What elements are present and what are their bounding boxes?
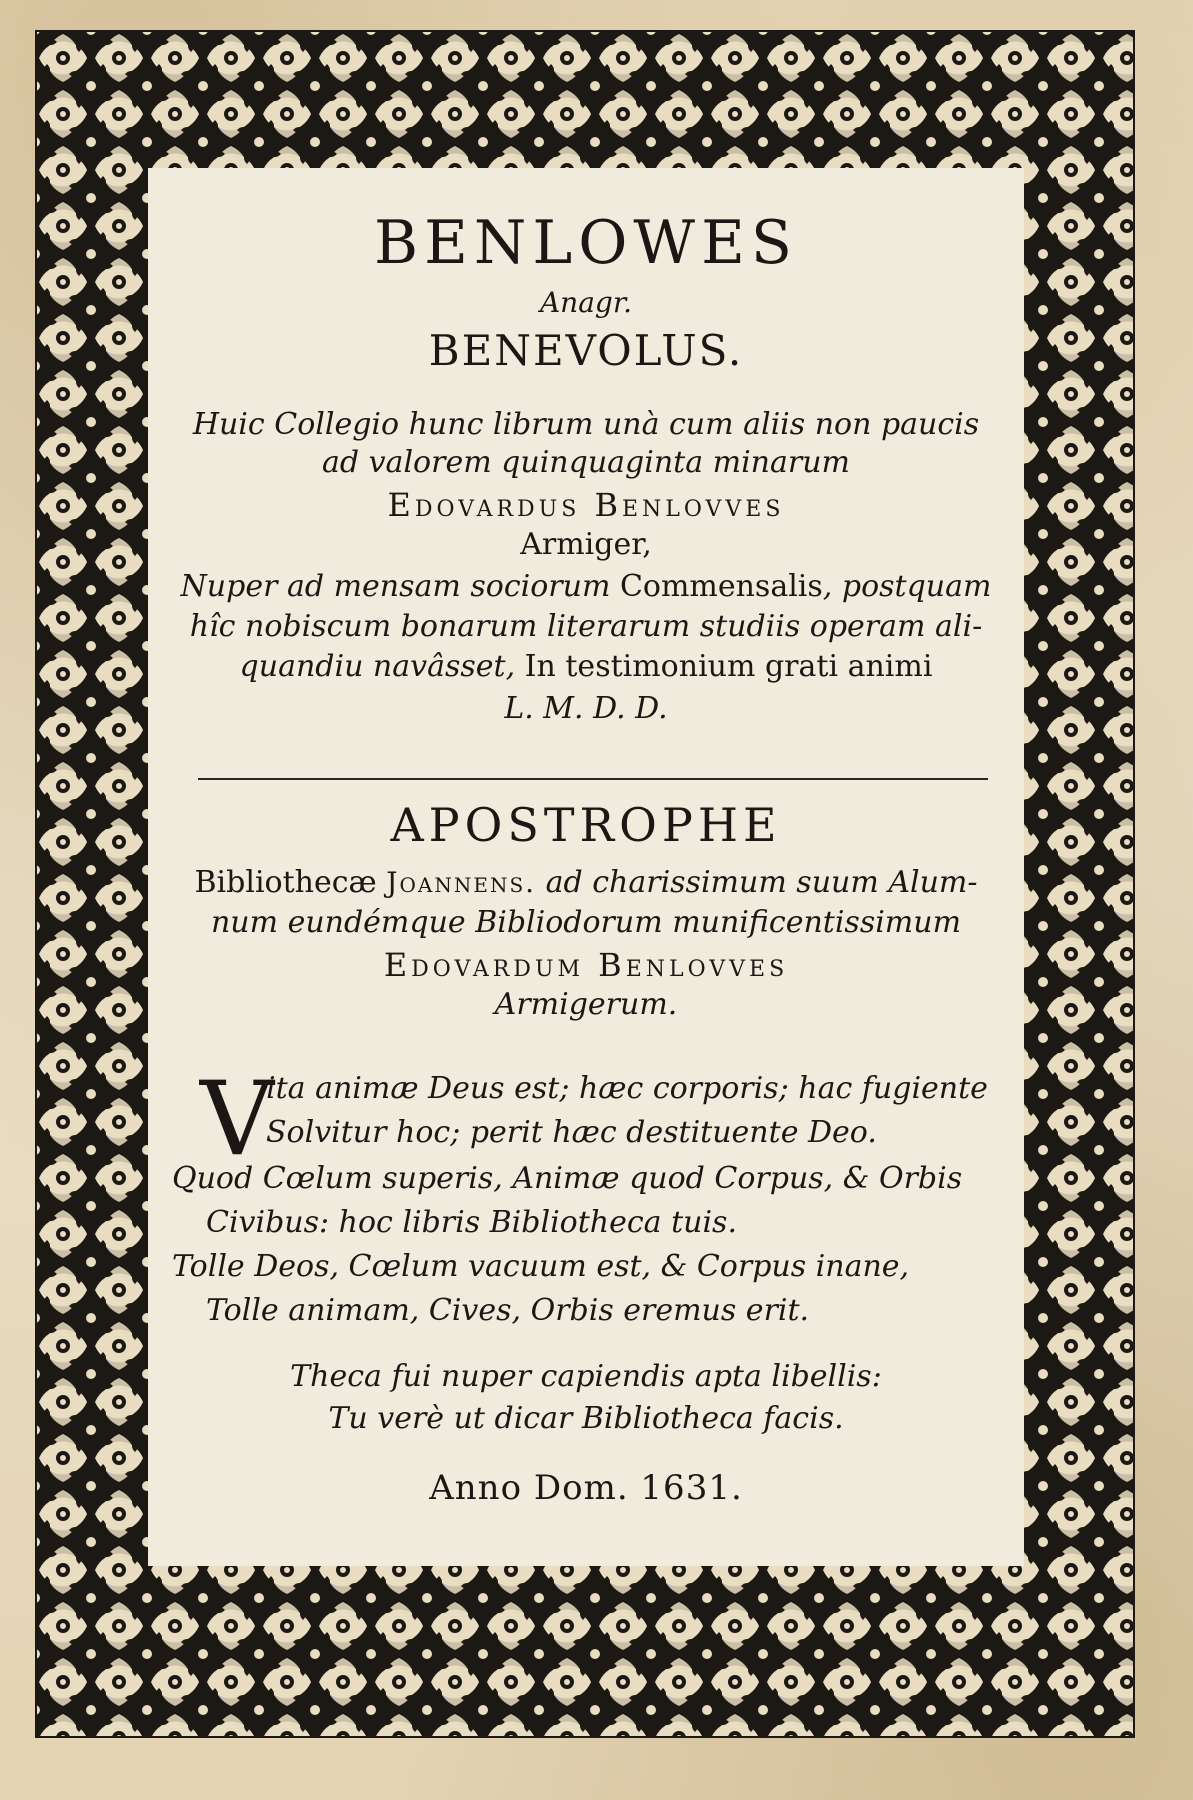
poem-line-2: Solvitur hoc; perit hæc destituente Deo. <box>266 1115 877 1150</box>
poem-line-3: Quod Cœlum superis, Animæ quod Corpus, & Orbis <box>172 1161 963 1196</box>
date-line: Anno Dom. 1631. <box>429 1468 743 1508</box>
couplet-line-1: Theca fui nuper capiendis apta libellis: <box>290 1359 882 1394</box>
dedication-line-1: Huic Collegio hunc librum unà cum aliis non paucis <box>192 407 980 442</box>
dedication-line-5c: , postquam <box>822 569 992 604</box>
apostrophe-title-2: Armigerum. <box>494 987 678 1022</box>
poem-line-1: ita animæ Deus est; hæc corporis; hac fugiente <box>266 1071 988 1106</box>
anagram-word: BENEVOLUS. <box>428 326 744 375</box>
couplet-line-2: Tu verè ut dicar Bibliotheca facis. <box>328 1401 844 1436</box>
dedication-line-5a: Nuper ad mensam sociorum <box>180 569 611 604</box>
apostrophe-line-1b: Joannens. <box>386 866 537 899</box>
poem-dropcap: V <box>200 1060 274 1179</box>
poem-line-4: Civibus: hoc libris Bibliotheca tuis. <box>206 1205 737 1240</box>
anagram-label: Anagr. <box>539 286 633 319</box>
dedication-line-7b: In testimonium grati animi <box>524 649 933 684</box>
apostrophe-line-2: num eundémque Bibliodorum munificentissimum <box>210 905 962 940</box>
apostrophe-name: Edovardum Benlovves <box>383 946 789 984</box>
dedication-line-6: hîc nobiscum bonarum literarum studiis operam ali- <box>189 609 983 644</box>
donor-name: Edovardus Benlovves <box>387 486 785 524</box>
dedication-line-7a: quandiu navâsset, <box>239 649 516 684</box>
horizontal-rule <box>198 778 988 780</box>
dedication-line-5 <box>148 568 1024 606</box>
apostrophe-line-1c: ad charissimum suum Alum- <box>545 865 978 900</box>
dedication-line-5b: Commensalis <box>619 569 823 604</box>
text-content <box>148 168 1024 1566</box>
apostrophe-line-1 <box>148 864 1024 902</box>
dedication-line-2: ad valorem quinquaginta minarum <box>321 445 850 480</box>
apostrophe-title: APOSTROPHE <box>390 798 782 852</box>
poem-line-6: Tolle animam, Cives, Orbis eremus erit. <box>206 1293 810 1328</box>
heading-name: BENLOWES <box>374 208 798 278</box>
poem-line-5: Tolle Deos, Cœlum vacuum est, & Corpus inane, <box>172 1249 910 1284</box>
dedication-line-8: L. M. D. D. <box>504 691 668 726</box>
dedication-line-7 <box>148 648 1024 686</box>
donor-title: Armiger, <box>520 527 652 562</box>
apostrophe-line-1a: Bibliothecæ <box>194 865 377 900</box>
